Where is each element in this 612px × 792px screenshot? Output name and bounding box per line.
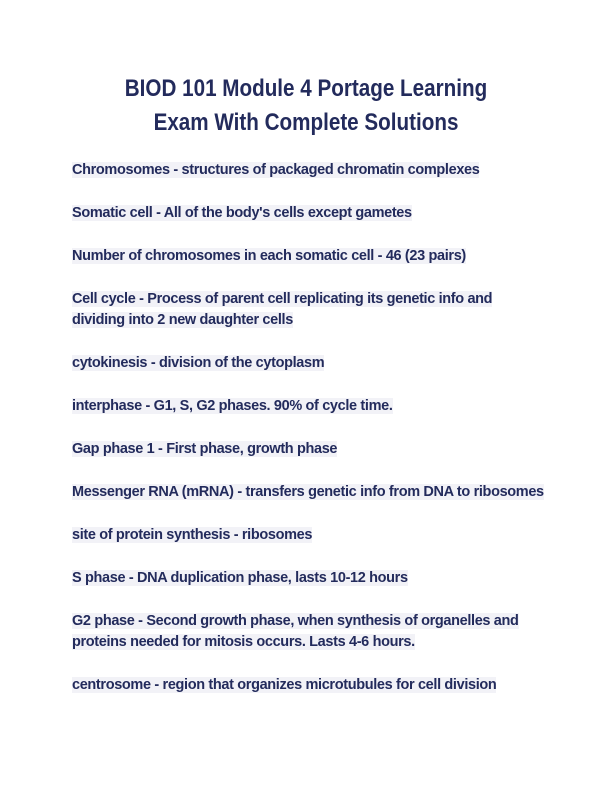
flashcard-text: Cell cycle - Process of parent cell replicating its genetic info and dividing into 2 new daughter cells [72, 291, 493, 328]
flashcard-entry [72, 568, 544, 589]
flashcard-text: Messenger RNA (mRNA) - transfers genetic info from DNA to ribosomes [72, 484, 544, 500]
flashcard-entry [72, 160, 544, 181]
document-title: BIOD 101 Module 4 Portage Learning Exam With Complete Solutions [124, 75, 488, 136]
flashcard-list [72, 160, 544, 718]
flashcard-text: Chromosomes - structures of packaged chromatin complexes [72, 162, 480, 178]
flashcard-entry [72, 439, 544, 460]
flashcard-text: site of protein synthesis - ribosomes [72, 527, 313, 543]
flashcard-text: cytokinesis - division of the cytoplasm [72, 355, 325, 371]
flashcard-entry [72, 675, 544, 696]
flashcard-text: G2 phase - Second growth phase, when synthesis of organelles and proteins needed for mitosis occurs. Lasts 4-6 hours. [72, 613, 519, 650]
flashcard-text: interphase - G1, S, G2 phases. 90% of cycle time. [72, 398, 393, 414]
flashcard-text: centrosome - region that organizes microtubules for cell division [72, 677, 497, 693]
flashcard-entry [72, 246, 544, 267]
flashcard-text: Number of chromosomes in each somatic cell - 46 (23 pairs) [72, 248, 466, 264]
flashcard-entry [72, 525, 544, 546]
flashcard-entry [72, 353, 544, 374]
flashcard-entry [72, 203, 544, 224]
flashcard-text: S phase - DNA duplication phase, lasts 10-12 hours [72, 570, 408, 586]
flashcard-text: Somatic cell - All of the body's cells except gametes [72, 205, 412, 221]
flashcard-text: Gap phase 1 - First phase, growth phase [72, 441, 338, 457]
flashcard-entry [72, 482, 544, 503]
flashcard-entry [72, 611, 544, 653]
flashcard-entry [72, 396, 544, 417]
flashcard-entry [72, 289, 544, 331]
